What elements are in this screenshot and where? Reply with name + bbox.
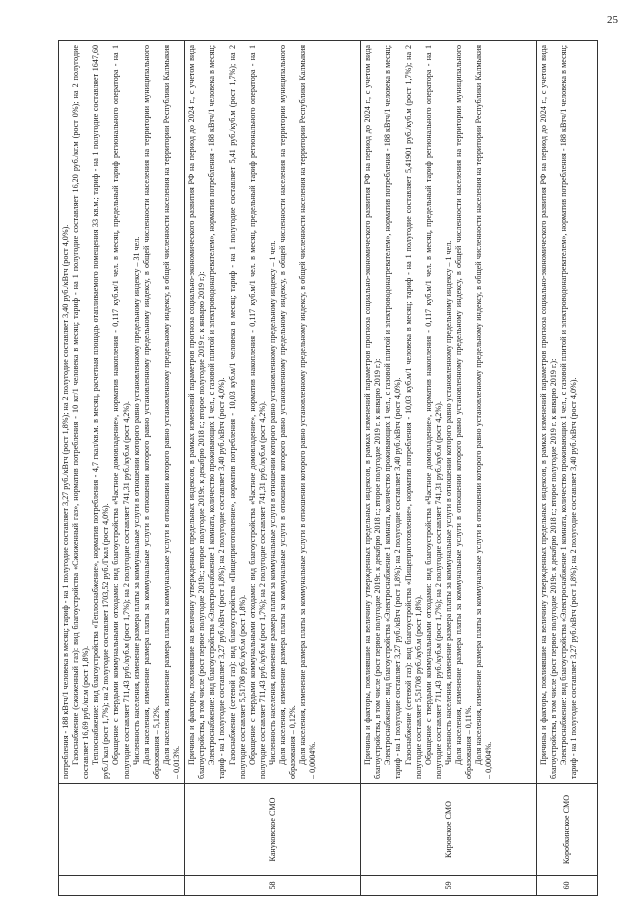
paragraph: Доля населения, изменение размера платы за коммунальные услуги в отношении которого равно установленному предельному индексу, в общей численности населения на территории муниципального образования – 0,11%. (453, 45, 474, 779)
paragraph: Обращение с твердыми коммунальными отходами: вид благоустройства «Частное домовладение», норматив накопления - 0,117 куб.м/1 чел. в месяц, предельный тариф регионального оператора - на 1 полугодие составляет 711,43 руб./куб.м (рост 1,7%); на 2 полугодие составляет 741,31 руб./куб.м (рост 4,2%). (111, 45, 131, 779)
row-number: 58 (185, 876, 361, 896)
description-cell (537, 41, 598, 784)
paragraph: Численность населения, изменение размера платы за коммунальные услуги в отношении которого равно установленному предельному индексу – 1 чел. (443, 240, 453, 765)
paragraph: Обращение с твердыми коммунальными отходами: вид благоустройства «Частное домовладение», норматив накопления - 0,117 куб.м/1 чел. в месяц, предельный тариф регионального оператора - на 1 полугодие составляет 711,43 руб./куб.м (рост 1,7%); на 2 полугодие составляет 741,31 руб./куб.м (рост 4,2%). (247, 45, 267, 779)
table-row (537, 41, 598, 896)
municipality-name: Коробкинское СМО (537, 784, 598, 876)
municipality-name: Кировское СМО (361, 784, 537, 876)
paragraph: Газоснабжение (сетевой газ): вид благоустройства «Пищеприготовление», норматив потребления - 10,03 куб.м/1 человека в месяц; тариф - на 1 полугодие составляет 5,41901 руб./куб.м (рост 1,7%); на 2 полугодие составляет 5,51708 руб./куб.м (рост 1,8%). (403, 45, 423, 779)
paragraph: Доля населения, изменение размера платы за коммунальные услуги в отношении которого равно установленному предельному индексу, в общей численности населения на территории Республики Калмыкия – 0,0004%. (474, 45, 494, 779)
paragraph: Электроснабжение: вид благоустройства «Электроснабжение 1 комната, количество проживающих 1 чел., с газовой плитой и электроводонагревателем», норматив потребления - 188 кВтч/1 человека в месяц; тариф - на 1 полугодие составляет 3,27 руб./кВтч (рост 1,8%); на 2 полугодие составляет 3,40 руб./кВтч (рост 4,0%). (559, 45, 579, 779)
rotated-table-wrapper (58, 40, 598, 896)
municipality-cell (59, 784, 185, 876)
row-number-cell (59, 876, 185, 896)
paragraph: потребления - 188 кВтч/1 человека в месяц; тариф - на 1 полугодие составляет 3,27 руб./кВтч (рост 1,8%); на 2 полугодие составляет 3,40 руб./кВтч (рост 4,0%). (61, 224, 70, 779)
utility-index-table (58, 40, 598, 896)
paragraph: Газоснабжение (сетевой газ): вид благоустройства «Пищеприготовление», норматив потребления - 10,03 куб.м/1 человека в месяц; тариф - на 1 полугодие составляет 5,41 руб./куб.м (рост 1,7%); на 2 полугодие составляет 5,51708 руб./куб.м (рост 1,8%). (227, 45, 247, 779)
row-number: 59 (361, 876, 537, 896)
paragraph: Причины и факторы, повлиявшие на величину утвержденных предельных индексов, в рамках изменений параметров прогноза социально-экономического развития РФ на период до 2024 г., с учетом вида благоустройства, в том числе (рост первое полугодие 2019г. к декабрю 2018 г.; второе полугодие 2019 г. к январю 2019 г.): (363, 45, 383, 779)
description-cell (361, 41, 537, 784)
paragraph: Теплоснабжение: вид благоустройства «Теплоснабжение», норматив потребления - 4,7 гкал/кв.м. в месяц, расчетная площадь отапливаемого помещения 33 кв.м.; тариф - на 1 полугодие составляет 1647,60 руб./Гкал (рост 1,7%); на 2 полугодие составляет 1703,52 руб./Гкал (рост 4,0%). (91, 45, 111, 779)
municipality-name: Кануковское СМО (185, 784, 361, 876)
paragraph: Доля населения, изменение размера платы за коммунальные услуги в отношении которого равно установленному предельному индексу, в общей численности населения на территории Республики Калмыкия – 0,0004%. (298, 45, 318, 779)
paragraph: Численность населения, изменение размера платы за коммунальные услуги в отношении которого равно установленному предельному индексу – 31 чел. (131, 236, 141, 765)
table-row (361, 41, 537, 896)
page-number: 25 (607, 14, 618, 26)
paragraph: Доля населения, изменение размера платы за коммунальные услуги в отношении которого равно установленному предельному индексу, в общей численности населения на территории муниципального образования – 5,12%. (141, 45, 161, 779)
description-cell (185, 41, 361, 784)
paragraph: Причины и факторы, повлиявшие на величину утвержденных предельных индексов, в рамках изменений параметров прогноза социально-экономического развития РФ на период до 2024 г., с учетом вида благоустройства, в том числе (рост первое полугодие 2019г.; второе полугодие 2019г. к декабрю 2018 г.; второе полугодие 2019 г. к январю 2019 г.): (187, 45, 207, 779)
paragraph: Причины и факторы, повлиявшие на величину утвержденных предельных индексов, в рамках изменений параметров прогноза социально-экономического развития РФ на период до 2024 г., с учетом вида благоустройства, в том числе (рост первое полугодие 2019г. к декабрю 2018 г.; второе полугодие 2019 г. к январю 2019 г.): (539, 45, 559, 779)
paragraph: Численность населения, изменение размера платы за коммунальные услуги в отношении которого равно установленному предельному индексу – 1 чел. (267, 240, 277, 765)
paragraph: Доля населения, изменение размера платы за коммунальные услуги в отношении которого равно установленному предельному индексу, в общей численности населения на территории муниципального образования – 0,12%. (277, 45, 298, 779)
table-row-continuation (59, 41, 185, 896)
table-row (185, 41, 361, 896)
description-cell (59, 41, 185, 784)
row-number: 60 (537, 876, 598, 896)
paragraph: Газоснабжение (сжиженный газ): вид благоустройства «Сжиженный газ», норматив потребления - 10 кг/1 человека в месяц; тариф - на 1 полугодие составляет 16,20 руб./кг.м (рост 0%); на 2 полугодие составляет 16,69 руб./кг.м (рост 1,8%). (71, 45, 91, 779)
paragraph: Электроснабжение: вид благоустройства «Электроснабжение 1 комната, количество проживающих 1 чел., с газовой плитой и электроводонагревателем», норматив потребления - 188 кВтч/1 человека в месяц; тариф - на 1 полугодие составляет 3,27 руб./кВтч (рост 1,8%); на 2 полугодие составляет 3,40 руб./кВтч (рост 4,0%). (207, 45, 227, 779)
paragraph: Доля населения, изменение размера платы за коммунальные услуги в отношении которого равно установленному предельному индексу, в общей численности населения на территории Республики Калмыкия – 0,013%. (161, 45, 182, 779)
paragraph: Обращение с твердыми коммунальными отходами: вид благоустройства «Частное домовладение», норматив накопления - 0,117 куб.м/1 чел. в месяц, предельный тариф регионального оператора - на 1 полугодие составляет 711,43 руб./куб.м (рост 1,7%); на 2 полугодие составляет 741,31 руб./куб.м (рост 4,2%). (423, 45, 443, 779)
paragraph: Электроснабжение: вид благоустройства «Электроснабжение 1 комната, количество проживающих 1 чел., с газовой плитой и электроводонагревателем», норматив потребления - 188 кВтч/1 человека в месяц; тариф - на 1 полугодие составляет 3,27 руб./кВтч (рост 1,8%); на 2 полугодие составляет 3,40 руб./кВтч (рост 4,0%). (383, 45, 403, 779)
